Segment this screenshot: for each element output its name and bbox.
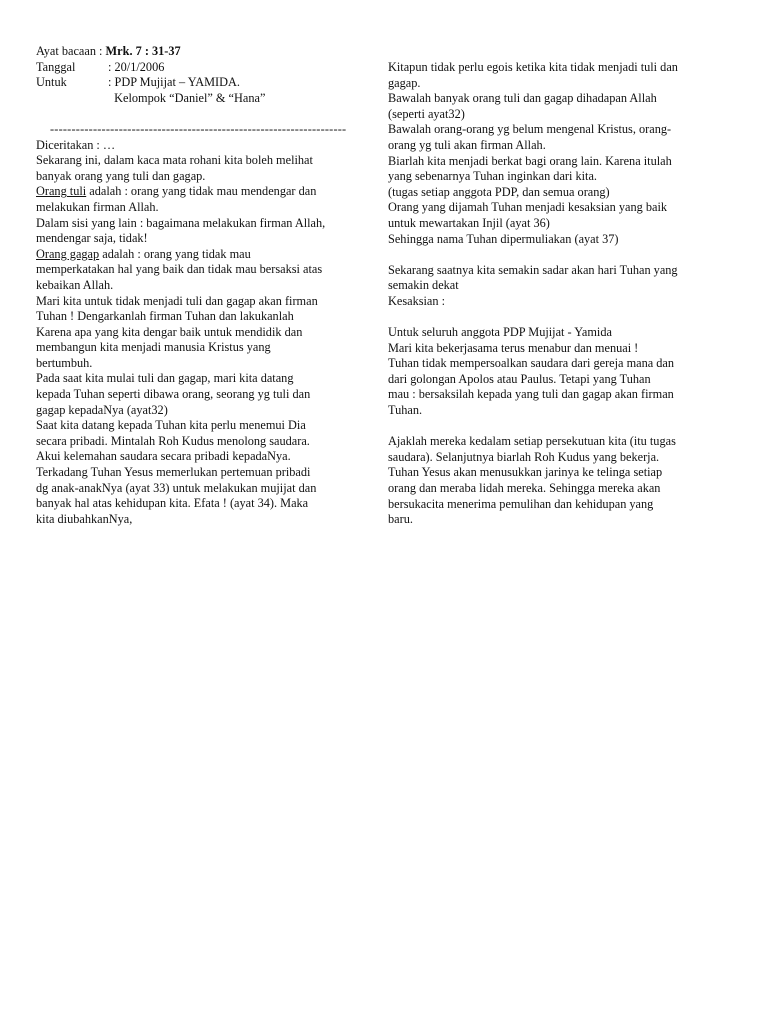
left-line: Saat kita datang kepada Tuhan kita perlu menemui Dia	[36, 418, 306, 433]
reading-value: Mrk. 7 : 31-37	[105, 44, 181, 58]
left-line: Dalam sisi yang lain : bagaimana melakukan firman Allah,	[36, 215, 326, 230]
right-line: orang dan meraba lidah mereka. Sehingga mereka akan	[388, 481, 661, 496]
right-line: (tugas setiap anggota PDP, dan semua orang)	[388, 184, 610, 199]
left-line: kita diubahkanNya,	[36, 511, 133, 526]
for-label: Untuk	[36, 75, 67, 90]
left-line: Sekarang ini, dalam kaca mata rohani kita boleh melihat	[36, 153, 313, 168]
reading-label: Ayat bacaan :	[36, 44, 103, 58]
right-line: Sekarang saatnya kita semakin sadar akan hari Tuhan yang	[388, 262, 678, 277]
testimony-heading: Kesaksian :	[388, 293, 446, 308]
right-line: yang sebenarnya Tuhan inginkan dari kita.	[388, 169, 598, 184]
right-line: Bawalah orang-orang yg belum mengenal Kristus, orang-	[388, 122, 672, 137]
for-row-2	[36, 91, 366, 107]
left-line: kebaikan Allah.	[36, 277, 114, 292]
left-line: banyak orang yang tuli dan gagap.	[36, 168, 206, 183]
left-line: Karena apa yang kita dengar baik untuk mendidik dan	[36, 324, 303, 339]
term-orang-gagap: Orang gagap	[36, 246, 100, 261]
right-line: Tuhan.	[388, 403, 423, 418]
right-line: gagap.	[388, 75, 421, 90]
right-line: mau : bersaksilah kepada yang tuli dan gagap akan firman	[388, 387, 674, 402]
right-line: dari golongan Apolos atau Paulus. Tetapi yang Tuhan	[388, 371, 651, 386]
left-column	[36, 44, 366, 527]
right-line: (seperti ayat32)	[388, 106, 465, 121]
for-value-2: Kelompok “Daniel” & “Hana”	[114, 90, 266, 105]
left-line: bertumbuh.	[36, 355, 93, 370]
divider-line: ---------------------------------------------------------------------	[50, 121, 347, 136]
left-line: membangun kita menjadi manusia Kristus yang	[36, 340, 271, 355]
for-value: : PDP Mujijat – YAMIDA.	[108, 75, 240, 90]
left-line: kepada Tuhan seperti dibawa orang, seorang yg tuli dan	[36, 387, 311, 402]
left-line: Tuhan ! Dengarkanlah firman Tuhan dan lakukanlah	[36, 309, 294, 324]
right-line: baru.	[388, 512, 413, 527]
left-line: secara pribadi. Mintalah Roh Kudus menolong saudara.	[36, 433, 310, 448]
right-line: Bawalah banyak orang tuli dan gagap dihadapan Allah	[388, 91, 657, 106]
right-line: Tuhan tidak mempersoalkan saudara dari gereja mana dan	[388, 356, 675, 371]
left-line: Orang gagap adalah : orang yang tidak mau	[36, 246, 251, 261]
right-line: bersukacita menerima pemulihan dan kehidupan yang	[388, 496, 654, 511]
right-line: Ajaklah mereka kedalam setiap persekutuan kita (itu tugas	[388, 434, 676, 449]
right-line: Untuk seluruh anggota PDP Mujijat - Yamida	[388, 325, 612, 340]
right-column	[388, 60, 728, 528]
left-line: Terkadang Tuhan Yesus memerlukan pertemuan pribadi	[36, 465, 311, 480]
left-line: gagap kepadaNya (ayat32)	[36, 402, 168, 417]
right-line: Orang yang dijamah Tuhan menjadi kesaksian yang baik	[388, 200, 668, 215]
left-line: banyak hal atas kehidupan kita. Efata ! (ayat 34). Maka	[36, 496, 309, 511]
left-line: Akui kelemahan saudara secara pribadi kepadaNya.	[36, 449, 291, 464]
left-line: Mari kita untuk tidak menjadi tuli dan gagap akan firman	[36, 293, 318, 308]
date-label: Tanggal	[36, 59, 76, 74]
left-line: dg anak-anakNya (ayat 33) untuk melakukan mujijat dan	[36, 480, 317, 495]
right-line: Mari kita bekerjasama terus menabur dan menuai !	[388, 340, 639, 355]
left-line: Diceritakan : …	[36, 137, 116, 152]
date-value: : 20/1/2006	[108, 59, 165, 74]
right-line: orang yg tuli akan firman Allah.	[388, 137, 546, 152]
left-line: Pada saat kita mulai tuli dan gagap, mari kita datang	[36, 371, 294, 386]
reading-row	[36, 44, 366, 60]
right-line: saudara). Selanjutnya biarlah Roh Kudus yang bekerja.	[388, 449, 660, 464]
right-line: semakin dekat	[388, 278, 459, 293]
left-line: Orang tuli adalah : orang yang tidak mau mendengar dan	[36, 184, 317, 199]
term-orang-tuli: Orang tuli	[36, 184, 87, 199]
for-row	[36, 75, 366, 91]
left-line: memperkatakan hal yang baik dan tidak mau bersaksi atas	[36, 262, 323, 277]
left-line: melakukan firman Allah.	[36, 199, 159, 214]
right-line: Tuhan Yesus akan menusukkan jarinya ke telinga setiap	[388, 465, 663, 480]
right-line: Kitapun tidak perlu egois ketika kita tidak menjadi tuli dan	[388, 60, 678, 74]
right-line: Biarlah kita menjadi berkat bagi orang lain. Karena itulah	[388, 153, 672, 168]
left-line: mendengar saja, tidak!	[36, 231, 148, 246]
date-row	[36, 60, 366, 76]
right-line: Sehingga nama Tuhan dipermuliakan (ayat 37)	[388, 231, 619, 246]
right-line: untuk mewartakan Injil (ayat 36)	[388, 215, 550, 230]
